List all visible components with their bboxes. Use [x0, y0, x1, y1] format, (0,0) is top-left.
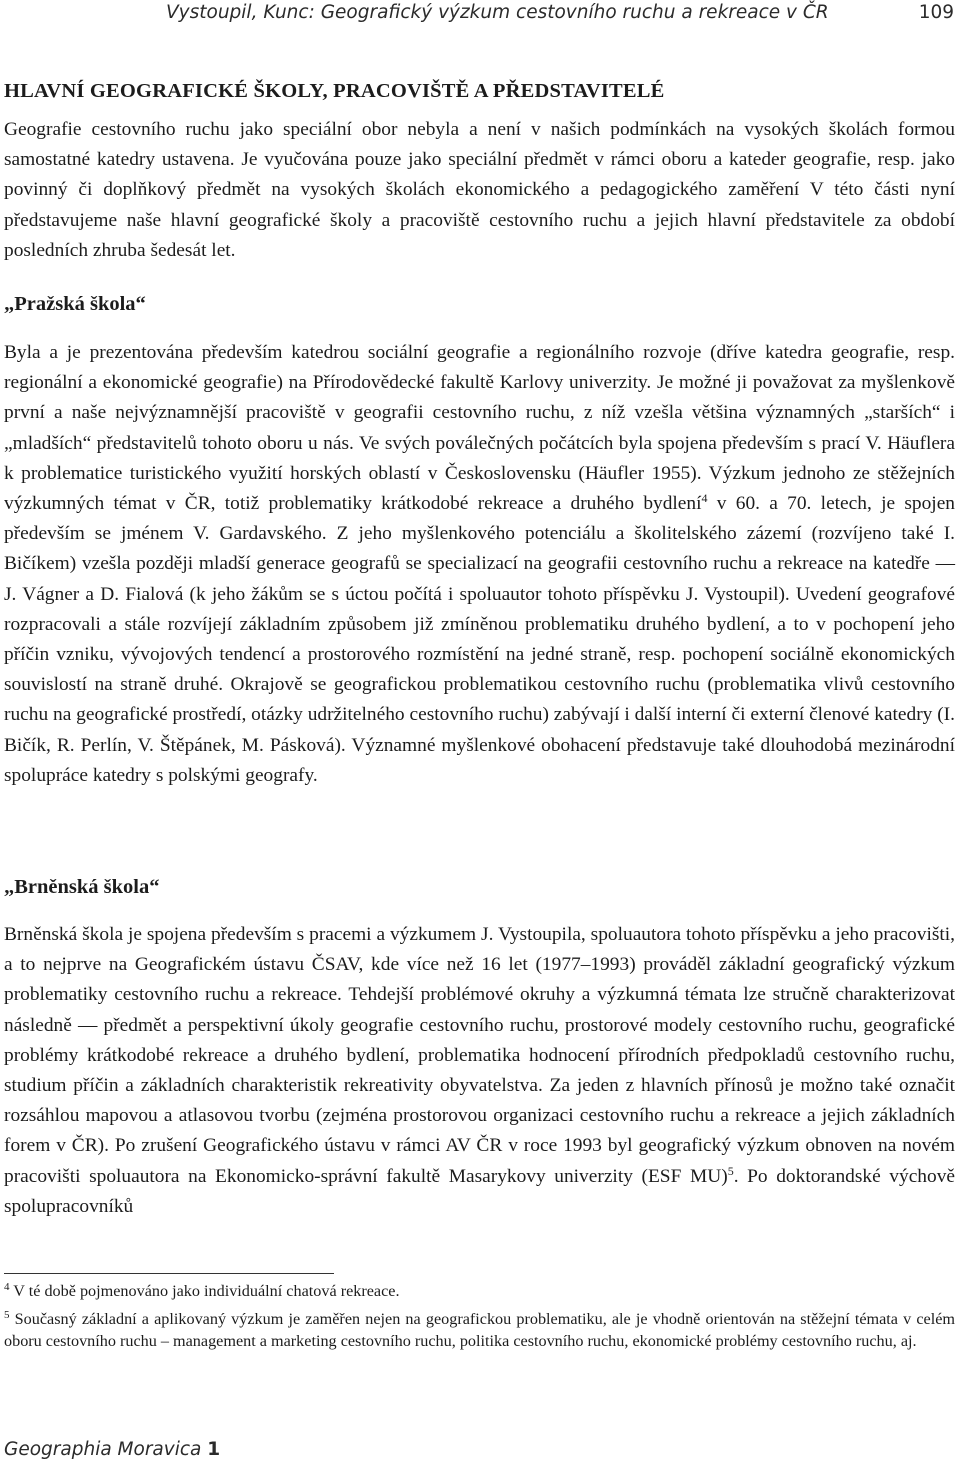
footnote-text: Současný základní a aplikovaný výzkum je zaměřen nejen na geografickou problematiku, ale je vhodně orientován na stěžejní témata v celém oboru cestovního ruchu – management a marketing cestovního ruchu, politika cestovního ruchu, ekonomické problémy cestovního ruchu, aj. — [4, 1309, 955, 1351]
brno-school-paragraph — [4, 920, 955, 1222]
brno-text-part-1: Brněnská škola je spojena především s pracemi a výzkumem J. Vystoupila, spoluautora tohoto příspěvku a jeho pracovišti, a to nejprve na Geografickém ústavu ČSAV, kde více než 16 let (1977–1993) prováděl základní geografický výzkum problematiky cestovního ruchu a rekreace. Tehdejší problémové okruhy a výzkumná témata lze stručně charakterizovat následně — předmět a perspektivní úkoly geografie cestovního ruchu, prostorové modely cestovního ruchu, geografické problémy krátkodobé rekreace a druhého bydlení, problematika hodnocení přírodních předpokladů cestovního ruchu, studium příčin a základních charakteristik rekreativity obyvatelstva. Za jeden z hlavních přínosů je možno také označit rozsáhlou mapovou a atlasovou tvorbu (zejména prostorovou organizaci cestovního ruchu a rekreace a jejich základních forem v ČR). Po zrušení Geografického ústavu v rámci AV ČR v roce 1993 byl geografický výzkum obnoven na novém pracovišti spoluautora na Ekonomicko-správní fakultě Masarykovy univerzity (ESF MU) — [4, 924, 955, 1187]
page-number: 109 — [918, 2, 954, 23]
prague-school-paragraph — [4, 338, 955, 791]
footnote-number: 5 — [4, 1308, 10, 1321]
footnote-number: 4 — [4, 1281, 10, 1293]
running-footer — [4, 1439, 220, 1460]
footnote-separator — [4, 1273, 334, 1274]
brno-text-part-2: . Po doktorandské výchově spolupracovníků — [4, 1165, 955, 1217]
journal-issue: 1 — [207, 1439, 221, 1460]
prague-school-heading: „Pražská škola“ — [4, 293, 146, 315]
footnote-5 — [4, 1308, 955, 1353]
prague-text-part-2: v 60. a 70. letech, je spojen především se jménem V. Gardavského. Z jeho myšlenkového potenciálu a školitelského zázemí (rozvíjeno také I. Bičíkem) vzešla později mladší generace geografů se specializací na geografii cestovního ruchu a rekreace na katedře — J. Vágner a D. Fialová (k jeho žákům se s úctou počítá i spoluautor tohoto příspěvku J. Vystoupil). Uvedení geografové rozpracovali a stále rozvíjejí základním způsobem již zmíněnou problematiku druhého bydlení, a to v pochopení jeho příčin vzniku, vývojových tendencí a prostorového rozmístění na jedné straně, resp. pochopení sociálně ekonomických souvislostí na straně druhé. Okrajově se geografickou problematikou cestovního ruchu (problematika vlivů cestovního ruchu na geografické prostředí, otázky udržitelného cestovního ruchu) zabývají i další interní či externí členové katedry (I. Bičík, R. Perlín, V. Štěpánek, M. Pásková). Významné myšlenkové obohacení představuje také dlouhodobá mezinárodní spolupráce katedry s polskými geografy. — [4, 493, 955, 786]
footnotes — [4, 1280, 955, 1353]
prague-text-part-1: Byla a je prezentována především katedrou sociální geografie a regionálního rozvoje (dříve katedra geografie, resp. regionální a ekonomické geografie) na Přírodovědecké fakultě Karlovy univerzity. Je možné ji považovat za myšlenkově první a naše nejvýznamnější pracoviště v geografii cestovního ruchu, z níž vzešla většina významných „starších“ i „mladších“ představitelů tohoto oboru u nás. Ve svých poválečných počátcích byla spojena především s prací V. Häuflera k problematice turistického využití horských oblastí v Československu (Häufler 1955). Výzkum jednoho ze stěžejních výzkumných témat v ČR, totiž problematiky krátkodobé rekreace a druhého bydlení — [4, 342, 955, 515]
section-title: HLAVNÍ GEOGRAFICKÉ ŠKOLY, PRACOVIŠTĚ A PŘEDSTAVITELÉ — [4, 80, 665, 102]
footnote-text: V té době pojmenováno jako individuální chatová rekreace. — [13, 1282, 400, 1300]
journal-name: Geographia Moravica — [4, 1439, 202, 1460]
running-header — [166, 2, 956, 32]
intro-paragraph: Geografie cestovního ruchu jako speciální obor nebyla a není v našich podmínkách na vysokých školách formou samostatné katedry ustavena. Je vyučována pouze jako speciální předmět v rámci oboru a kateder geografie, resp. jako povinný či doplňkový předmět na vysokých školách ekonomického a pedagogického zaměření V této části nyní představujeme naše hlavní geografické školy a pracoviště cestovního ruchu a jejich hlavní představitele za období posledních zhruba šedesát let. — [4, 119, 955, 261]
footnote-ref-4[interactable]: 4 — [701, 491, 708, 506]
brno-school-heading: „Brněnská škola“ — [4, 876, 160, 898]
footnote-4 — [4, 1280, 955, 1303]
footnote-ref-5[interactable]: 5 — [727, 1163, 734, 1178]
running-header-title: Vystoupil, Kunc: Geografický výzkum cestovního ruchu a rekreace v ČR — [166, 2, 829, 23]
